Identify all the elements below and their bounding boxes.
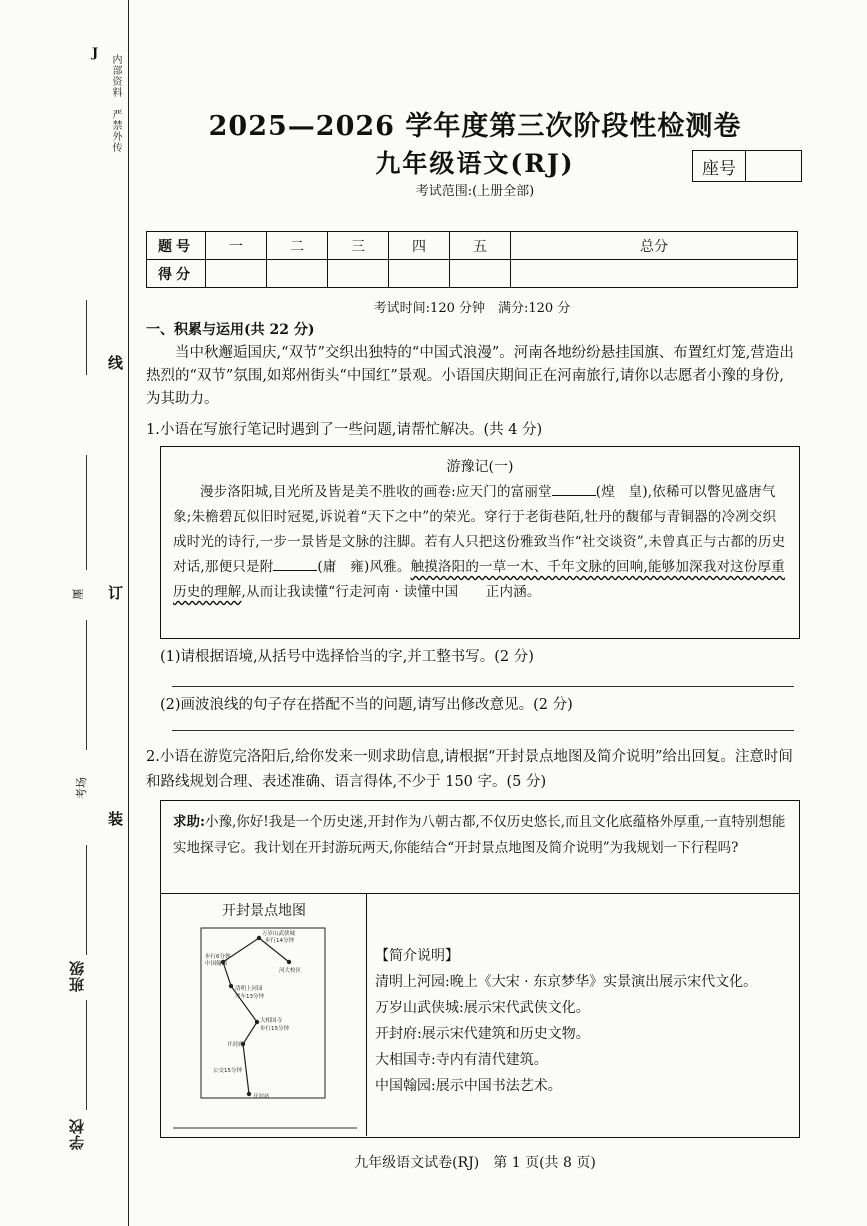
answer-blank[interactable] (552, 481, 596, 496)
map-cell (161, 894, 367, 1136)
section-cell: 一 (206, 232, 267, 260)
map-label: 驾车13分钟 (235, 994, 264, 1000)
section-title: 一、积累与运用(共 22 分) (146, 322, 315, 338)
note-text: ,依稀可以瞥见盛唐气象;朱檐碧瓦似旧时冠冕,诉说着“天下之中”的荣光。穿行于老街巷陌,牡丹的馥郁与青铜器的冷冽交织成时光的诗行,一步一景皆是文脉的注脚。若有人只把这份雅致当作“社交谈资”,未曾真正与古都的历史对话,那便只是附 (173, 484, 786, 575)
class-field-line[interactable] (86, 845, 87, 955)
class-field-label: 班级 (68, 960, 86, 992)
score-cell[interactable] (206, 260, 267, 288)
exam-title: 2025—2026 学年度第三次阶段性检测卷 (208, 111, 742, 142)
map-label: 开封府 (227, 1042, 244, 1048)
note-text: 漫步洛阳城,目光所及皆是美不胜收的画卷:应天门的富丽堂 (200, 484, 552, 500)
map-label: 大相国寺 (260, 1018, 283, 1024)
travel-note-title: 游豫记(一) (446, 459, 514, 475)
seat-number-field[interactable] (746, 151, 801, 181)
score-cell[interactable] (328, 260, 389, 288)
section-cell: 五 (450, 232, 511, 260)
map-node (247, 1092, 251, 1096)
intro-description (375, 943, 757, 1099)
list-item: 清明上河园:晚上《大宋 · 东京梦华》实景演出展示宋代文化。 (375, 974, 758, 990)
total-label: 总分 (511, 232, 798, 260)
map-label: 开封站 (253, 1094, 270, 1100)
row-label: 题号 (147, 232, 206, 260)
exam-scope: 考试范围:(上册全部) (415, 184, 535, 199)
cut-label-xian: 线 (108, 354, 124, 372)
help-request-box (160, 800, 800, 1138)
note-text: ,从而让我读懂“行走河南 · 读懂中国 正内涵。 (241, 584, 541, 600)
section-cell: 二 (267, 232, 328, 260)
exam-info: 考试时间:120 分钟 满分:120 分 (373, 301, 571, 316)
table-row (147, 232, 798, 260)
list-item: 中国翰园:展示中国书法艺术。 (375, 1078, 562, 1094)
school-field-line[interactable] (86, 1000, 87, 1110)
sub-question-2: (2)画波浪线的句子存在搭配不当的问题,请写出修改意见。(2 分) (160, 697, 573, 713)
total-score-cell[interactable] (511, 260, 798, 288)
map-label: 步行15分钟 (260, 1026, 289, 1032)
seat-number-box (692, 150, 802, 182)
list-item: 万岁山武侠城:展示宋代武侠文化。 (375, 1000, 590, 1016)
help-message (161, 801, 799, 894)
map-label: 公交15分钟 (213, 1068, 242, 1074)
question-1: 1.小语在写旅行笔记时遇到了一些问题,请帮忙解决。(共 4 分) (146, 422, 543, 438)
binding-margin-rule (128, 0, 129, 1226)
map-label: 清明上河园 (235, 986, 263, 992)
section-intro: 当中秋邂逅国庆,“双节”交织出独特的“中国式浪漫”。河南各地纷纷悬挂国旗、布置红灯笼,营造出热烈的“双节”氛围,如郑州街头“中国红”景观。小语国庆期间正在河南旅行,请你以志愿者小豫的身份,为其助力。 (146, 345, 794, 407)
exam-subtitle: 九年级语文(RJ) (375, 149, 575, 178)
table-row (147, 260, 798, 288)
map-label: 万岁山武侠城 (262, 931, 296, 937)
map-node (255, 1020, 259, 1024)
map-node (287, 960, 291, 964)
row-label: 得分 (147, 260, 206, 288)
note-text: 风雅。 (369, 559, 411, 575)
score-table (146, 231, 798, 288)
exam-room-mark: 考场 (75, 777, 88, 799)
sub-question-1: (1)请根据语境,从括号中选择恰当的字,并工整书写。(2 分) (160, 649, 534, 665)
cut-line-mid (86, 455, 87, 570)
score-cell[interactable] (450, 260, 511, 288)
answer-blank[interactable] (273, 556, 317, 571)
help-label: 求助: (173, 814, 205, 830)
cut-line-top (86, 300, 87, 375)
section-cell: 四 (389, 232, 450, 260)
section-cell: 三 (328, 232, 389, 260)
cut-label-zhuang: 装 (108, 810, 124, 828)
page-footer: 九年级语文试卷(RJ) 第 1 页(共 8 页) (354, 1155, 596, 1171)
map-node (229, 984, 233, 988)
answer-line[interactable] (172, 686, 794, 687)
corner-mark: J (92, 46, 99, 61)
stray-mark: 㕓 (71, 588, 85, 600)
map-label: 步行14分钟 (265, 938, 294, 944)
intro-title: 【简介说明】 (375, 948, 459, 964)
school-field-label: 学校 (68, 1118, 86, 1150)
question-2: 2.小语在游览完洛阳后,给你发来一则求助信息,请根据“开封景点地图及简介说明”给出回复。注意时间和路线规划合理、表述准确、语言得体,不少于 150 字。(5 分) (146, 749, 793, 790)
cut-label-ding: 订 (108, 584, 124, 602)
wavy-underlined-sentence: 触摸洛阳的一草一木、千年文脉的回响,能够加深我对这份厚重历史的理解 (173, 559, 785, 600)
map-title: 开封景点地图 (222, 903, 306, 919)
char-hint: (煌 皇) (595, 484, 648, 500)
map-label: 步行6分钟 (205, 954, 231, 960)
travel-note-box (160, 446, 800, 639)
seat-label: 座号 (693, 151, 746, 181)
char-hint: (庸 雍) (317, 559, 370, 575)
travel-note-body (173, 480, 787, 605)
confidential-note: 内部资料 严禁外传 (110, 54, 121, 153)
map-label: 河大校区 (279, 968, 302, 974)
score-cell[interactable] (267, 260, 328, 288)
map-label: 中国翰园 (205, 961, 228, 967)
list-item: 开封府:展示宋代建筑和历史文物。 (375, 1026, 590, 1042)
score-cell[interactable] (389, 260, 450, 288)
answer-line[interactable] (172, 730, 794, 731)
map-node (257, 936, 261, 940)
cut-line-lower (86, 620, 87, 750)
help-text: 小豫,你好!我是一个历史迷,开封作为八朝古都,不仅历史悠长,而且文化底蕴格外厚重,一直特别想能实地探寻它。我计划在开封游玩两天,你能结合“开封景点地图及简介说明”为我规划一下行程吗? (173, 814, 786, 856)
list-item: 大相国寺:寺内有清代建筑。 (375, 1052, 548, 1068)
kaifeng-map (161, 894, 367, 1136)
